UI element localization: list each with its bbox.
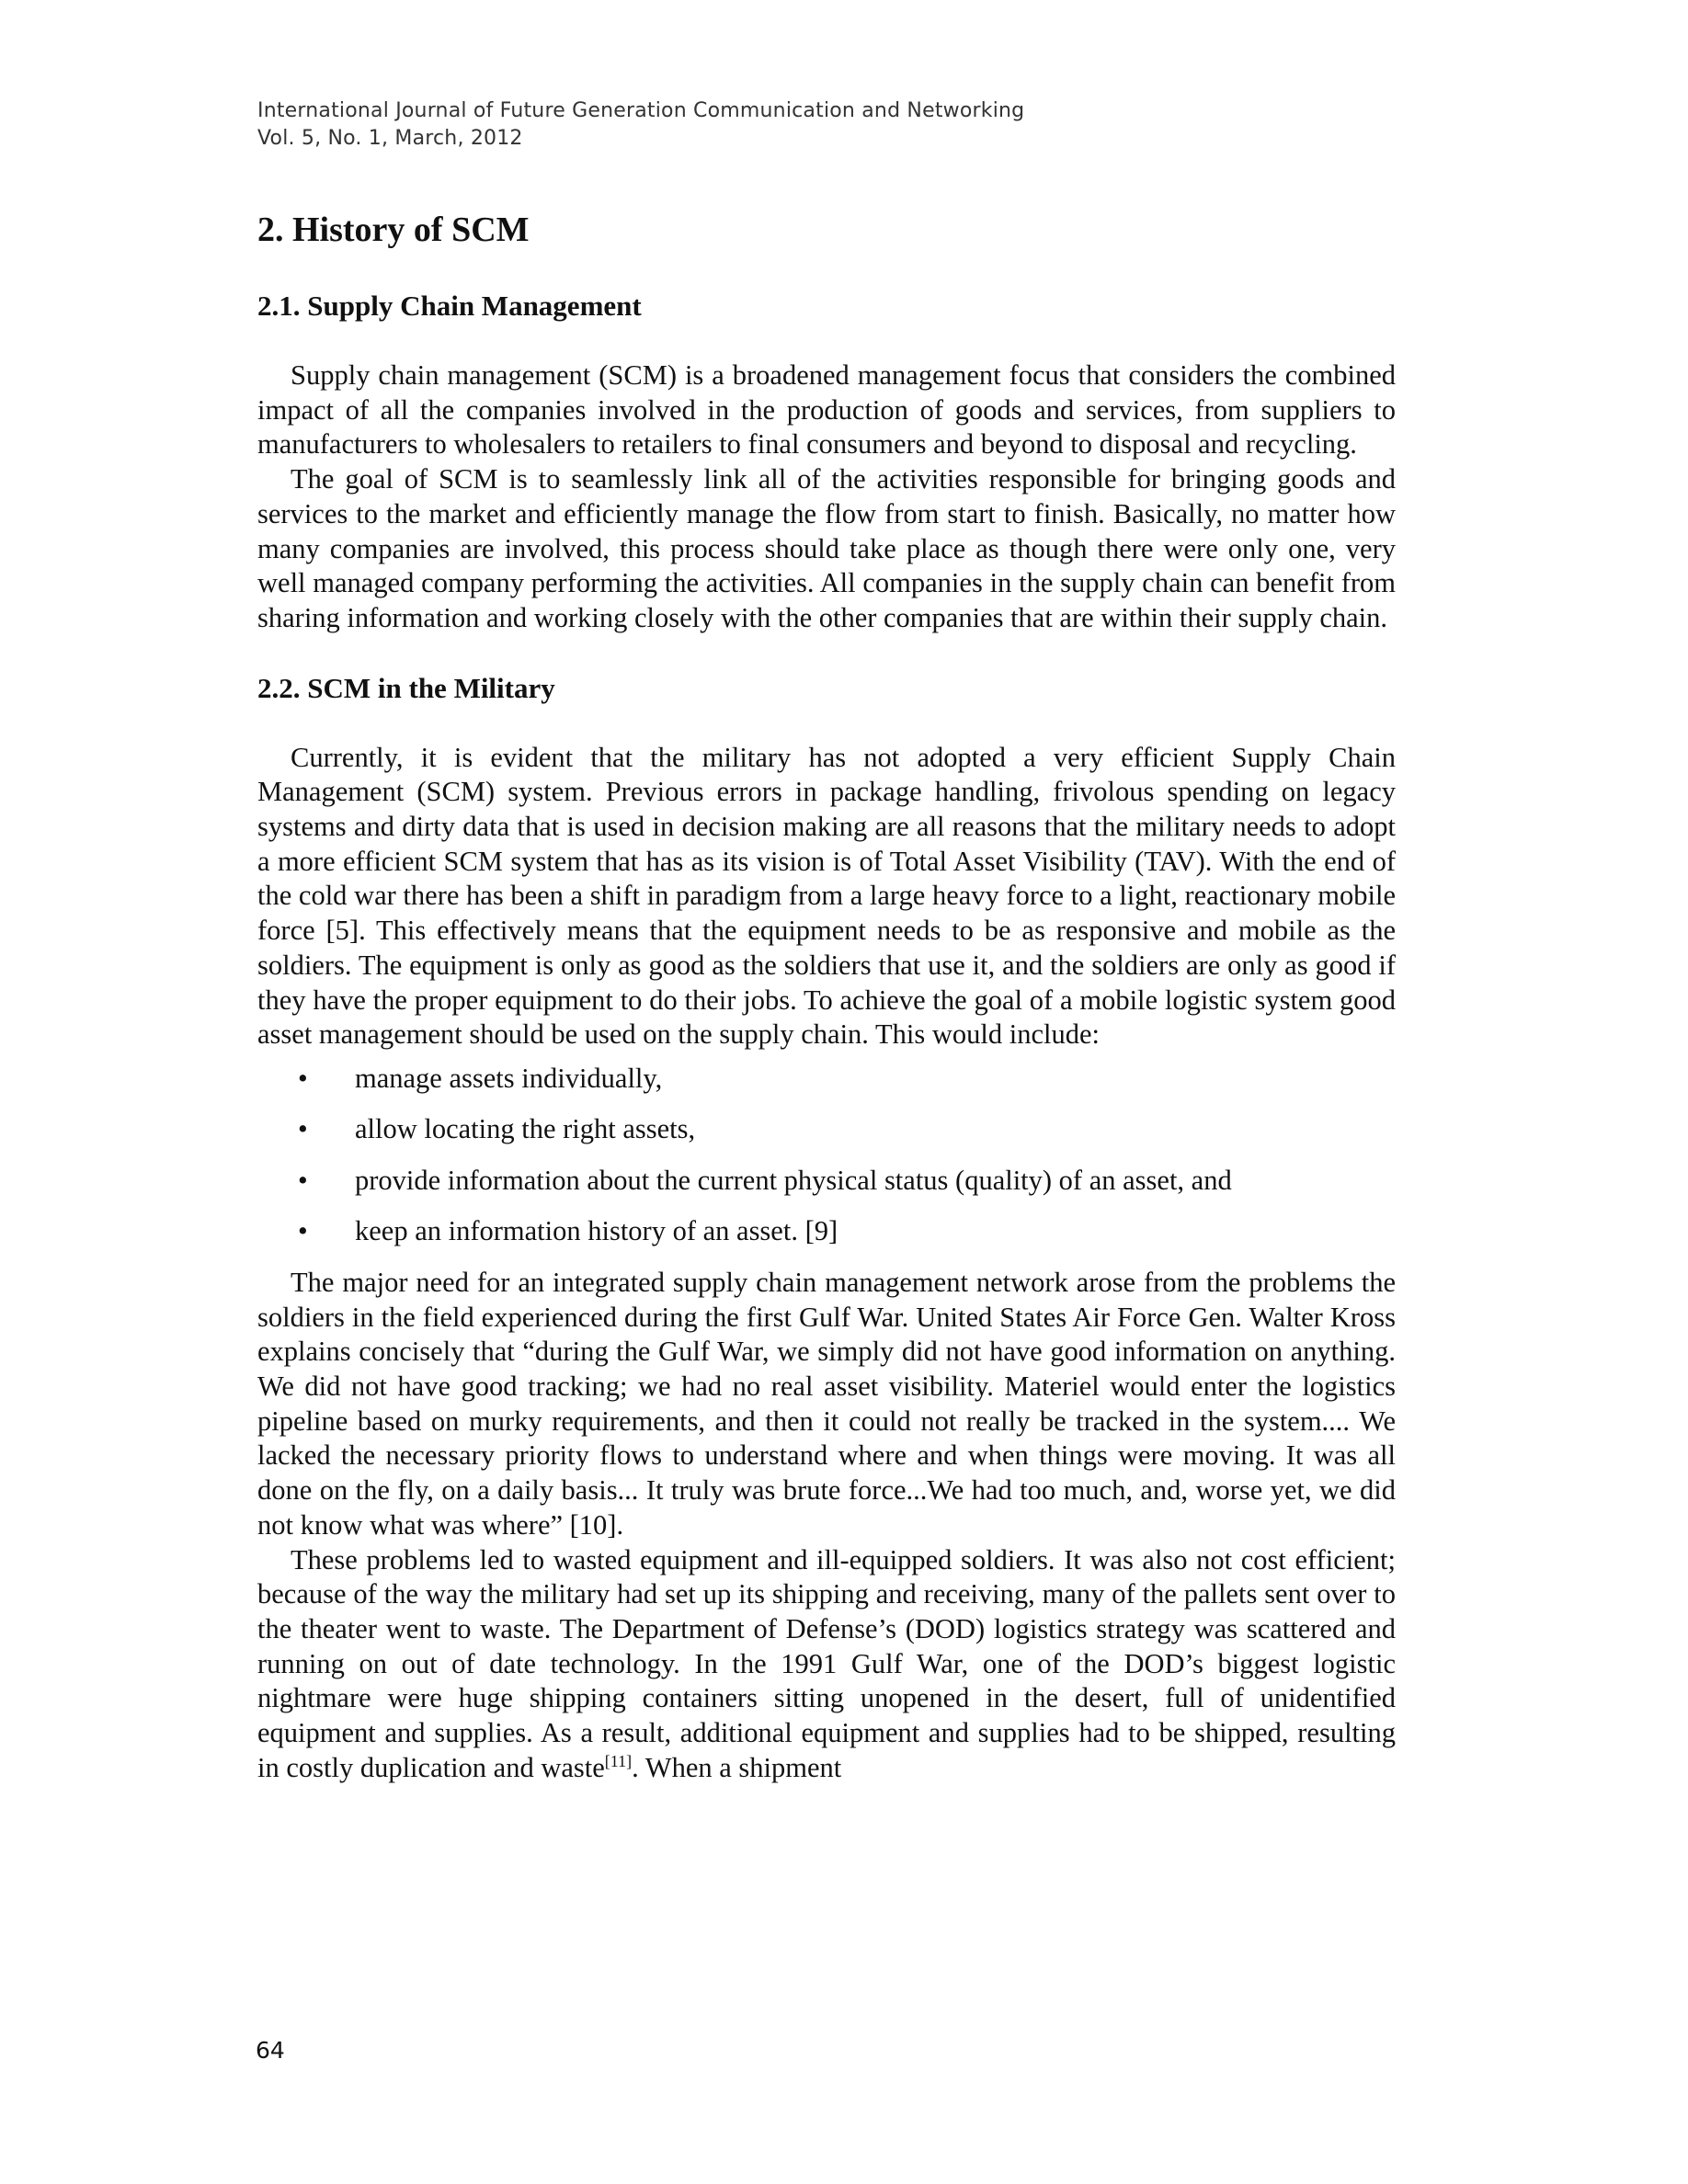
list-item-text: keep an information history of an asset. [9] bbox=[355, 1215, 838, 1247]
list-item-text: manage assets individually, bbox=[355, 1062, 663, 1094]
running-header bbox=[257, 97, 1416, 153]
bullet-marker: • bbox=[298, 1215, 308, 1247]
list-item-text: allow locating the right assets, bbox=[355, 1113, 696, 1145]
asset-management-list bbox=[257, 1062, 1396, 1249]
list-item bbox=[298, 1112, 1396, 1146]
list-item bbox=[298, 1062, 1396, 1096]
paragraph-scm-goal: The goal of SCM is to seamlessly link all of the activities responsible for bringing goods and services to the market and efficiently manage the flow from start to finish. Basically, no matter how many companies are involved, this process should take place as though there were only one, very well managed company performing the activities. All companies in the supply chain can benefit from sharing information and working closely with the other companies that are within their supply chain. bbox=[257, 463, 1396, 633]
list-item bbox=[298, 1214, 1396, 1248]
bullet-marker: • bbox=[298, 1164, 308, 1196]
journal-volume: Vol. 5, No. 1, March, 2012 bbox=[257, 127, 523, 150]
paragraph-wasted-equipment-tail: . When a shipment bbox=[632, 1751, 842, 1783]
paragraph-scm-definition: Supply chain management (SCM) is a broadened management focus that considers the combined impact of all the companies involved in the production of goods and services, from suppliers to manufacturers to wholesalers to retailers to final consumers and beyond to disposal and recycling. bbox=[257, 359, 1396, 461]
main-content bbox=[257, 210, 1396, 1786]
bullet-marker: • bbox=[298, 1113, 308, 1145]
journal-name: International Journal of Future Generation Communication and Networking bbox=[257, 99, 1025, 122]
section-title: 2. History of SCM bbox=[257, 210, 530, 249]
subsection-title-scm-military: 2.2. SCM in the Military bbox=[257, 671, 555, 704]
page-number: 64 bbox=[256, 2037, 285, 2064]
paragraph-military-scm: Currently, it is evident that the military has not adopted a very efficient Supply Chain Management (SCM) system. Previous errors in package handling, frivolous spending on legacy systems and dirty data that is used in decision making are all reasons that the military needs to adopt a more efficient SCM system that has as its vision is of Total Asset Visibility (TAV). With the end of the cold war there has been a shift in paradigm from a large heavy force to a light, reactionary mobile force [5]. This effectively means that the equipment needs to be as responsive and mobile as the soldiers. The equipment is only as good as the soldiers that use it, and the soldiers are only as good if they have the proper equipment to do their jobs. To achieve the goal of a mobile logistic system good asset management should be used on the supply chain. This would include: bbox=[257, 741, 1396, 1051]
paragraph-wasted-equipment-text: These problems led to wasted equipment and ill-equipped soldiers. It was also not cost efficient; because of the way the military had set up its shipping and receiving, many of the pallets sent over to the theater went to waste. The Department of Defense’s (DOD) logistics strategy was scattered and running on out of date technology. In the 1991 Gulf War, one of the DOD’s biggest logistic nightmare were huge shipping containers sitting unopened in the desert, full of unidentified equipment and supplies. As a result, additional equipment and supplies had to be shipped, resulting in costly duplication and waste bbox=[257, 1543, 1396, 1783]
bullet-marker: • bbox=[298, 1062, 308, 1094]
list-item bbox=[298, 1164, 1396, 1198]
paragraph-wasted-equipment bbox=[257, 1543, 1396, 1786]
citation-marker: [11] bbox=[604, 1751, 633, 1770]
list-item-text: provide information about the current physical status (quality) of an asset, and bbox=[355, 1164, 1232, 1196]
subsection-title-supply-chain-management: 2.1. Supply Chain Management bbox=[257, 290, 642, 322]
paragraph-gulf-war-need: The major need for an integrated supply chain management network arose from the problems the soldiers in the field experienced during the first Gulf War. United States Air Force Gen. Walter Kross explains concisely that “during the Gulf War, we simply did not have good information on anything. We did not have good tracking; we had no real asset visibility. Materiel would enter the logistics pipeline based on murky requirements, and then it could not really be tracked in the system.... We lacked the necessary priority flows to understand where and when things were moving. It was all done on the fly, on a daily basis... It truly was brute force...We had too much, and, worse yet, we did not know what was where” [10]. bbox=[257, 1266, 1396, 1541]
